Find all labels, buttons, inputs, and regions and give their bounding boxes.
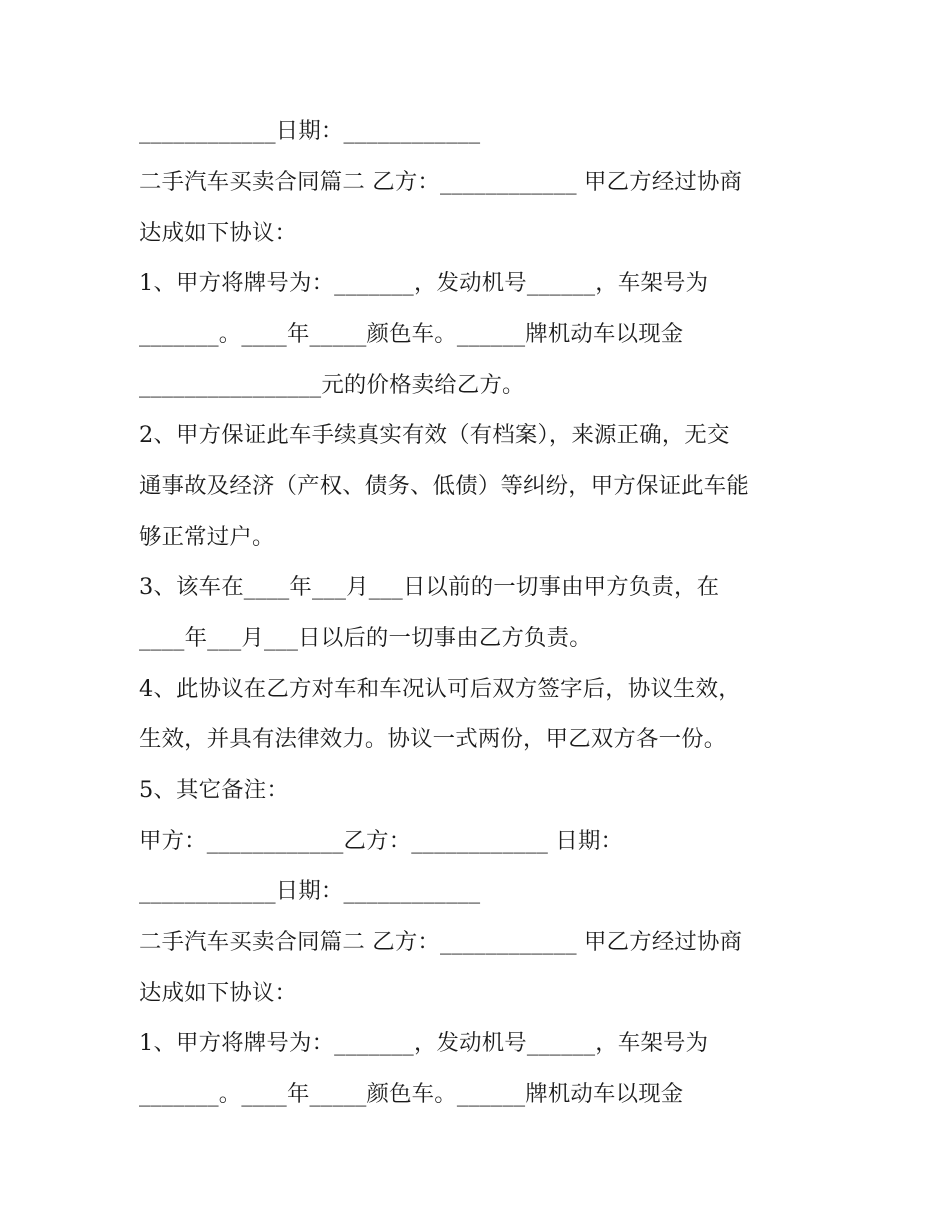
text-line: 甲方：____________乙方：____________ 日期： [139, 828, 624, 854]
text-line: 二手汽车买卖合同篇二 乙方：____________ 甲乙方经过协商 [139, 169, 743, 195]
text-line: 3、该车在____年___月___日以前的一切事由甲方负责，在 [139, 574, 720, 600]
text-line: 达成如下协议： [139, 980, 298, 1006]
text-line: ________________元的价格卖给乙方。 [139, 372, 525, 398]
text-line: 1、甲方将牌号为：_______，发动机号______，车架号为 [139, 1030, 709, 1056]
text-line: 够正常过户。 [139, 524, 275, 550]
text-line: 二手汽车买卖合同篇二 乙方：____________ 甲乙方经过协商 [139, 929, 743, 955]
text-line: _______。____年_____颜色车。______牌机动车以现金 [139, 321, 684, 347]
text-line: ____年___月___日以后的一切事由乙方负责。 [139, 625, 592, 651]
text-line: 4、此协议在乙方对车和车况认可后双方签字后，协议生效， [139, 676, 741, 702]
text-line: 生效，并具有法律效力。协议一式两份，甲乙双方各一份。 [139, 726, 727, 752]
text-line: ____________日期：____________ [139, 118, 481, 144]
text-line: 2、甲方保证此车手续真实有效（有档案），来源正确，无交 [139, 422, 730, 448]
text-line: 5、其它备注： [139, 777, 289, 803]
text-line: ____________日期：____________ [139, 878, 481, 904]
text-line: 1、甲方将牌号为：_______，发动机号______，车架号为 [139, 270, 709, 296]
text-line: _______。____年_____颜色车。______牌机动车以现金 [139, 1081, 684, 1107]
text-line: 通事故及经济（产权、债务、低债）等纠纷，甲方保证此车能 [139, 473, 749, 499]
text-line: 达成如下协议： [139, 220, 298, 246]
